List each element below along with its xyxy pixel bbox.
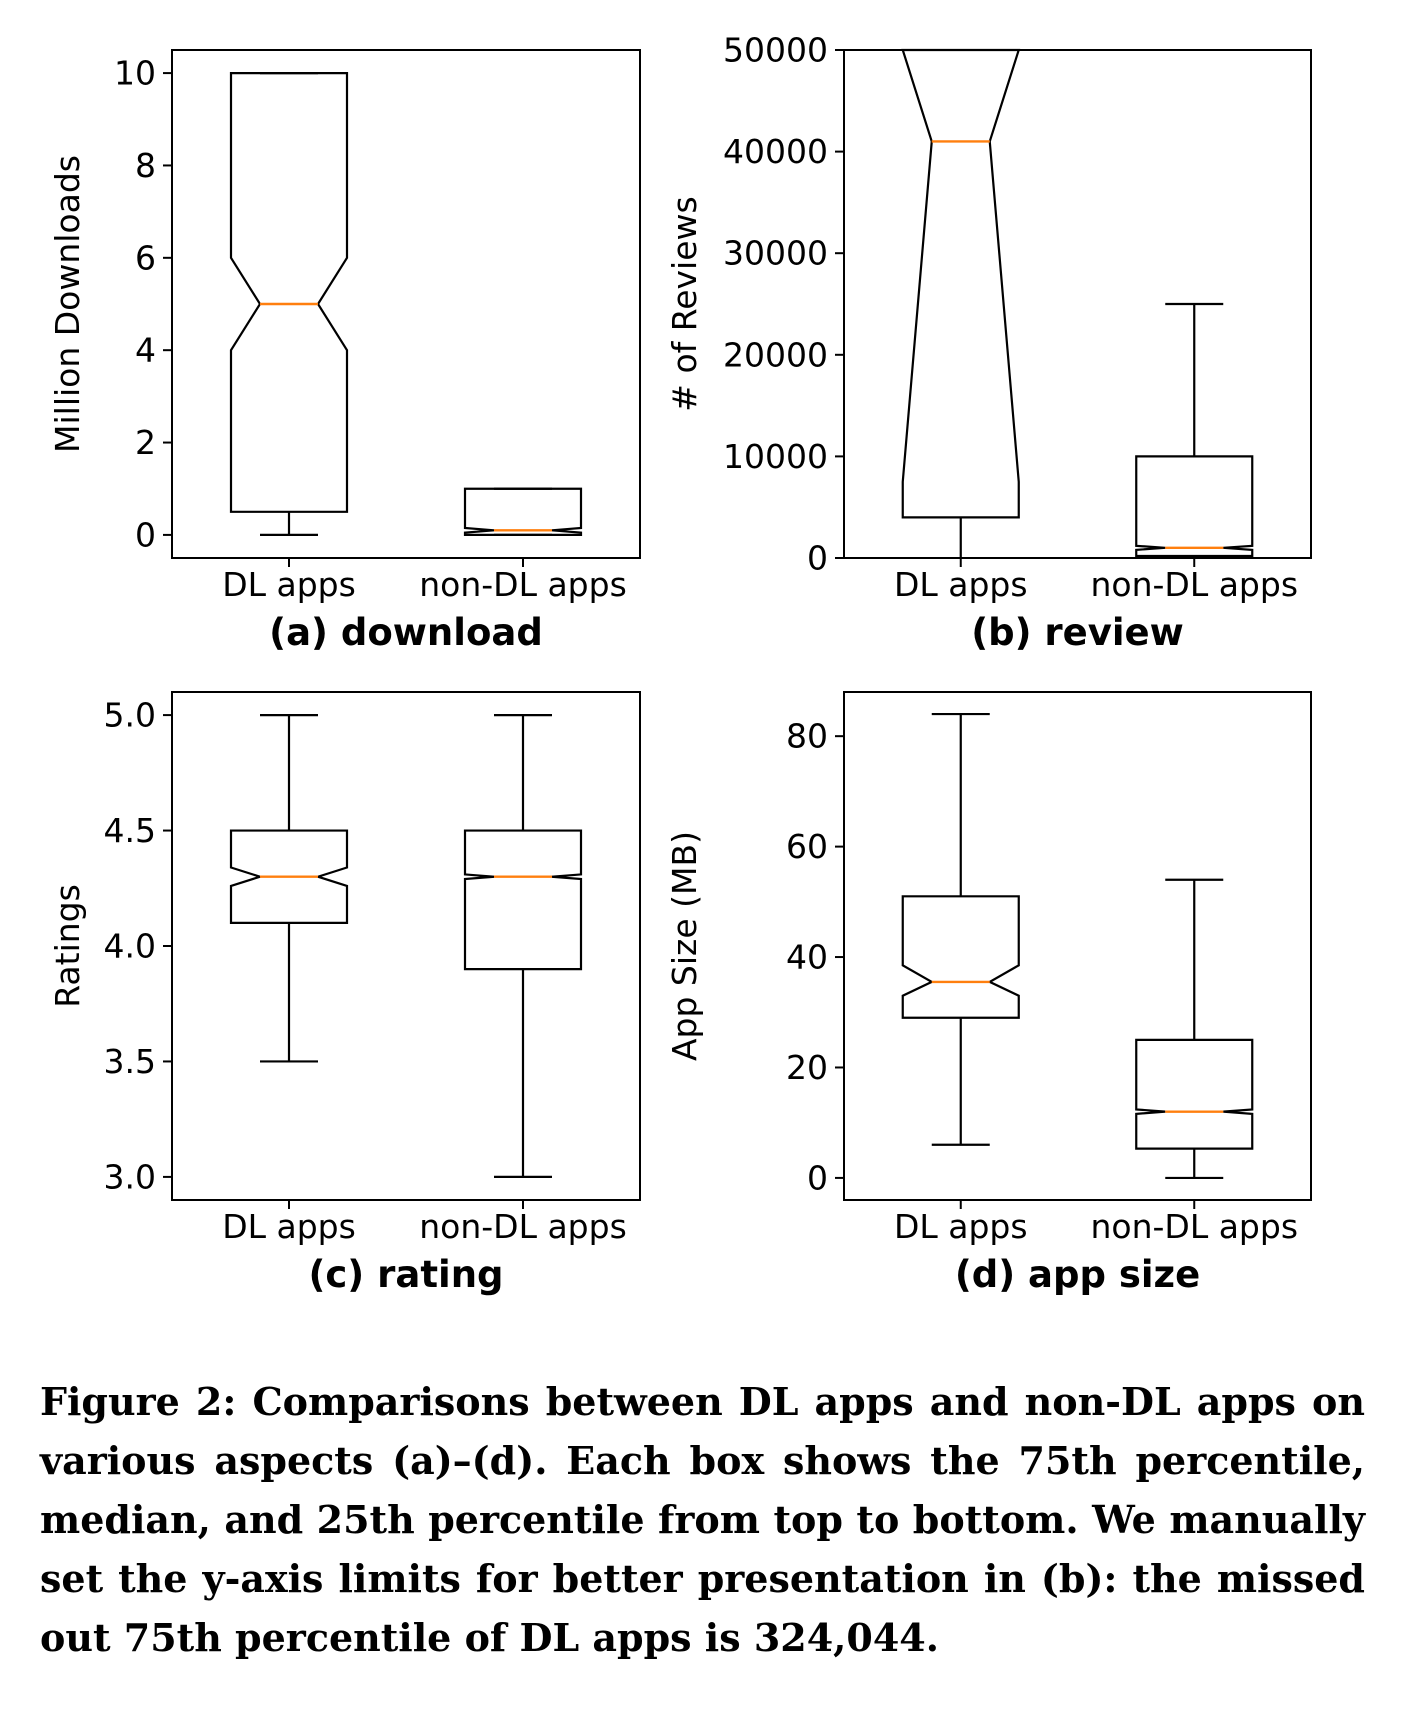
plot-frame — [844, 692, 1311, 1200]
y-tick-label: 10 — [114, 53, 156, 93]
panel-4 — [665, 692, 1311, 1296]
box-non-dl-apps — [1136, 304, 1252, 558]
caption-text: Comparisons between DL apps and non-DL apps on various aspects (a)–(d). Each box shows the 75th percentile, median, and 25th percentile from top to bottom. We manually set the y-axis limits for better presentation in (b): the missed out 75th percentile of DL apps is 324,044. — [40, 1379, 1365, 1660]
y-axis-label: App Size (MB) — [665, 830, 704, 1062]
x-tick-label: DL apps — [893, 565, 1028, 604]
y-tick-label: 3.5 — [103, 1041, 156, 1081]
box-body — [903, 50, 1019, 517]
y-tick-label: 5.0 — [103, 695, 156, 735]
panel-3 — [48, 692, 640, 1296]
y-tick-label: 50000 — [723, 30, 828, 70]
y-axis-label: Ratings — [48, 884, 87, 1008]
x-tick-label: DL apps — [893, 1207, 1028, 1246]
x-tick-label: non-DL apps — [419, 565, 627, 604]
plot-frame — [172, 50, 640, 558]
box-body — [1136, 1040, 1252, 1149]
plot-frame — [844, 50, 1311, 558]
box-dl-apps — [231, 73, 347, 535]
y-tick-label: 30000 — [723, 233, 828, 273]
y-tick-label: 0 — [135, 515, 156, 555]
y-tick-label: 20 — [786, 1047, 828, 1087]
x-tick-label: DL apps — [222, 1207, 356, 1246]
subplot-title: (c) rating — [308, 1253, 504, 1296]
y-tick-label: 3.0 — [103, 1157, 156, 1197]
box-dl-apps — [903, 714, 1019, 1145]
x-tick-label: non-DL apps — [1090, 1207, 1299, 1246]
y-tick-label: 0 — [807, 1158, 828, 1198]
y-tick-label: 60 — [786, 827, 828, 867]
y-tick-label: 20000 — [723, 335, 828, 375]
y-tick-label: 10000 — [723, 436, 828, 476]
box-non-dl-apps — [465, 715, 581, 1177]
y-axis-label: Million Downloads — [48, 155, 87, 453]
y-tick-label: 2 — [135, 423, 156, 463]
y-tick-label: 6 — [135, 238, 156, 278]
subplot-title: (a) download — [269, 611, 543, 654]
y-tick-label: 0 — [807, 538, 828, 578]
x-tick-label: non-DL apps — [419, 1207, 627, 1246]
subplot-title: (b) review — [971, 611, 1184, 654]
box-body — [903, 896, 1019, 1017]
x-tick-label: DL apps — [222, 565, 356, 604]
y-tick-label: 8 — [135, 145, 156, 185]
x-tick-label: non-DL apps — [1090, 565, 1299, 604]
box-dl-apps — [231, 715, 347, 1061]
y-tick-label: 4 — [135, 330, 156, 370]
box-body — [231, 73, 347, 512]
y-tick-label: 40000 — [723, 132, 828, 172]
figure-caption — [40, 1372, 1365, 1667]
plot-frame — [172, 692, 640, 1200]
panel-2 — [665, 31, 1311, 655]
box-dl-apps — [903, 50, 1019, 558]
box-body — [465, 831, 581, 970]
subplot-title: (d) app size — [954, 1253, 1201, 1296]
box-body — [1136, 456, 1252, 556]
box-non-dl-apps — [465, 489, 581, 535]
panel-1 — [48, 50, 640, 654]
caption-label: Figure 2: — [40, 1379, 237, 1424]
y-tick-label: 4.5 — [103, 811, 156, 851]
y-axis-label: # of Reviews — [665, 196, 704, 412]
y-tick-label: 40 — [786, 937, 828, 977]
box-non-dl-apps — [1136, 880, 1252, 1178]
y-tick-label: 80 — [786, 716, 828, 756]
y-tick-label: 4.0 — [103, 926, 156, 966]
box-body — [465, 489, 581, 535]
